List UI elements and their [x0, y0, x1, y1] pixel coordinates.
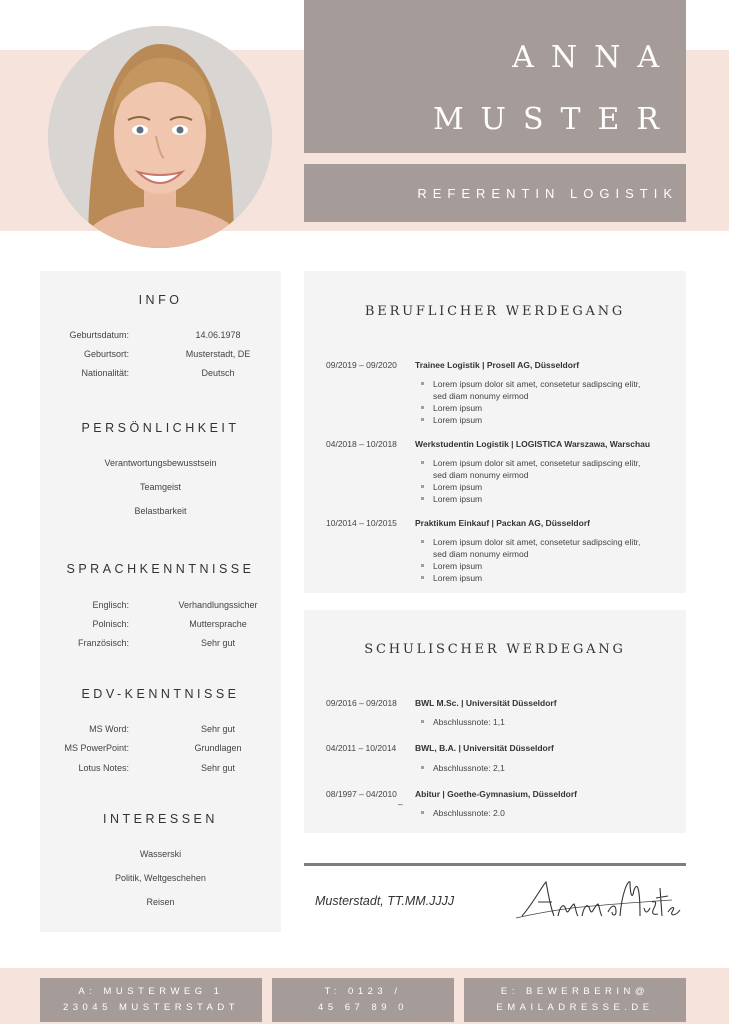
education-title: BWL, B.A. | Universität Düsseldorf — [415, 743, 554, 753]
sidebar: INFO Geburtsdatum: 14.06.1978 Geburtsort: Musterstadt, DE Nationalität: Deutsch PERSÖNLICHKEIT Verantwortungsbewusstsein Teamgeist Belastbarkeit SPRACHKENNTNISSE Englisch: Verhandlungssicher Polnisch: Muttersprache Französisch: Sehr gut EDV-KENNTNISSE MS Word: Sehr gut MS PowerPoint: Grundlagen Lotus Notes: Sehr gut INTERESSEN Wasserski Politik, Weltgeschehen Reisen — [40, 271, 281, 932]
career-bullet: Lorem ipsum — [433, 403, 483, 413]
career-heading: BERUFLICHER WERDEGANG — [364, 304, 626, 319]
career-bullet-cont: sed diam nonumy eirmod — [433, 470, 529, 480]
career-bullet: Lorem ipsum — [433, 415, 483, 425]
education-date: 09/2016 – 09/2018 — [326, 698, 397, 708]
career-bullet: Lorem ipsum dolor sit amet, consetetur sadipscing elitr, — [433, 458, 641, 468]
job-role: REFERENTIN LOGISTIK — [417, 186, 678, 201]
education-bullet: Abschlussnote: 1,1 — [433, 717, 505, 727]
interest-item: Reisen — [146, 897, 175, 907]
career-bullet: Lorem ipsum — [433, 561, 483, 571]
first-name: ANNA — [512, 40, 676, 75]
education-dash: – — [398, 799, 403, 809]
career-date: 09/2019 – 09/2020 — [326, 360, 397, 370]
name-box — [304, 0, 686, 153]
interest-item: Wasserski — [139, 849, 182, 859]
languages-heading: SPRACHKENNTNISSE — [66, 562, 255, 576]
education-bullet: Abschlussnote: 2,1 — [433, 763, 505, 773]
education-card — [304, 610, 686, 833]
personality-item: Verantwortungsbewusstsein — [104, 458, 217, 468]
career-title: Werkstudentin Logistik | LOGISTICA Warszawa, Warschau — [415, 439, 651, 449]
career-title: Trainee Logistik | Prosell AG, Düsseldorf — [415, 360, 580, 370]
career-date: 04/2018 – 10/2018 — [326, 439, 397, 449]
education-bullet: Abschlussnote: 2.0 — [433, 808, 505, 818]
personality-item: Teamgeist — [139, 482, 182, 492]
handwritten-signature — [512, 872, 682, 926]
personality-heading: PERSÖNLICHKEIT — [81, 421, 240, 435]
footer-email: E: BEWERBERIN@ EMAILADRESSE.DE — [464, 978, 686, 1022]
portrait-photo — [48, 26, 272, 248]
place-date: Musterstadt, TT.MM.JJJJ — [315, 894, 455, 908]
info-heading: INFO — [138, 293, 183, 307]
education-title: BWL M.Sc. | Universität Düsseldorf — [415, 698, 557, 708]
career-date: 10/2014 – 10/2015 — [326, 518, 397, 528]
signature-rule — [304, 863, 686, 866]
education-date: 04/2011 – 10/2014 — [326, 743, 397, 753]
career-bullet-cont: sed diam nonumy eirmod — [433, 549, 529, 559]
education-title: Abitur | Goethe-Gymnasium, Düsseldorf — [415, 789, 578, 799]
career-title: Praktikum Einkauf | Packan AG, Düsseldorf — [415, 518, 590, 528]
footer-phone: T: 0123 / 45 67 89 0 — [272, 978, 454, 1022]
career-bullet-cont: sed diam nonumy eirmod — [433, 391, 529, 401]
career-bullet: Lorem ipsum dolor sit amet, consetetur sadipscing elitr, — [433, 379, 641, 389]
career-bullet: Lorem ipsum — [433, 573, 483, 583]
education-date: 08/1997 – 04/2010 — [326, 789, 397, 799]
footer-address: A: MUSTERWEG 1 23045 MUSTERSTADT — [40, 978, 262, 1022]
career-bullet: Lorem ipsum — [433, 494, 483, 504]
career-bullet: Lorem ipsum dolor sit amet, consetetur sadipscing elitr, — [433, 537, 641, 547]
career-card — [304, 271, 686, 593]
it-heading: EDV-KENNTNISSE — [81, 687, 240, 701]
education-heading: SCHULISCHER WERDEGANG — [364, 642, 626, 657]
last-name: MUSTER — [432, 102, 676, 137]
personality-item: Belastbarkeit — [134, 506, 187, 516]
interest-item: Politik, Weltgeschehen — [115, 873, 206, 883]
role-box — [304, 164, 686, 222]
interests-heading: INTERESSEN — [103, 812, 218, 826]
career-bullet: Lorem ipsum — [433, 482, 483, 492]
